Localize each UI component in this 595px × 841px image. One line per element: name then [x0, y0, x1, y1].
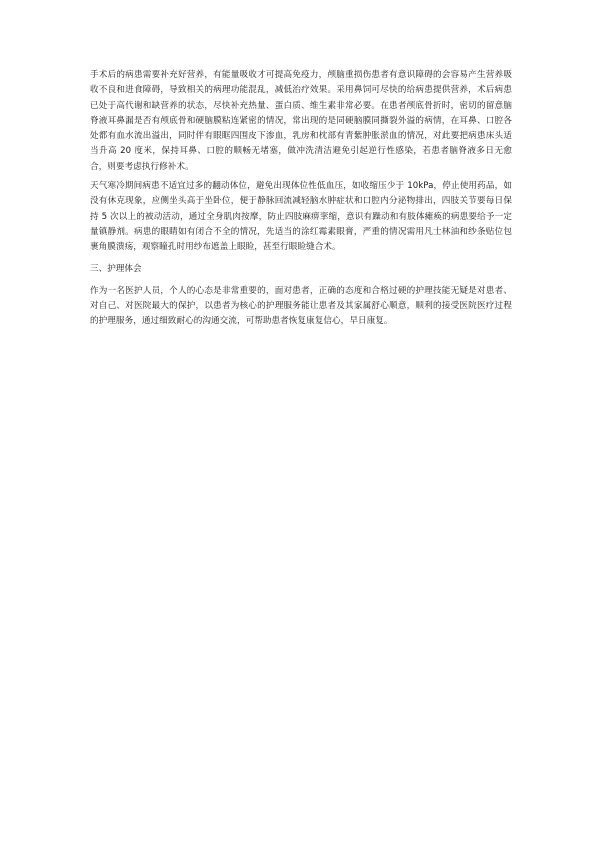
paragraph-positioning-care: 天气寒冷期间病患不适宜过多的翻动体位，避免出现体位性低血压，如收缩压少于 10kPa，停止使用药品，如没有休克现象，应侧坐头高于坐卧位，便于静脉回流减轻脑水肿症状和口腔内分泌物排出，四肢关节要每日保持 5 次以上的被动活动，通过全身肌肉按摩，防止四肢麻痹挛缩，意识有躁动和有肢体瘫痪的病患要给予一定量镇静剂。病患的眼睛如有闭合不全的情况，先适当的涂红霉素眼膏，严重的情况需用凡士林油和纱条贴位包裹角膜溃疡，观察瞳孔时用纱布遮盖上眼睑，甚至行眼睑缝合术。 [90, 181, 512, 253]
section-heading: 三、护理体会 [90, 263, 142, 274]
paragraph-nursing-experience: 作为一名医护人员，个人的心态是非常重要的，面对患者，正确的态度和合格过硬的护理技能无疑是对患者、对自己、对医院最大的保护，以患者为核心的护理服务能让患者及其家属舒心顺意，顺利的接受医院医疗过程的护理服务，通过细致耐心的沟通交流，可帮助患者恢复康复信心，早日康复。 [90, 285, 512, 327]
paragraph-postoperative-nutrition: 手术后的病患需要补充好营养，有能量吸收才可提高免疫力，颅脑重损伤患者有意识障碍的会容易产生营养吸收不良和进食障碍，导致相关的病理功能混乱，减低治疗效果。采用鼻饲可尽快的给病患提供营养，术后病患已处于高代谢和缺营养的状态，尽快补充热量、蛋白质、维生素非常必要。在患者颅底骨折时，密切的留意脑脊液耳鼻漏是否有颅底骨和硬脑膜粘连紧密的情况，常出现的是同硬脑膜同撕裂外溢的病情，在耳鼻、口腔各处都有血水流出溢出，同时伴有眼眶四围皮下渗血，乳房和枕部有青紫肿胀淤血的情况，对此要把病患床头适当升高 20 度米，保持耳鼻、口腔的顺畅无堵塞，做冲洗清洁避免引起逆行性感染，若患者脑脊液多日无愈合，则要考虑执行修补术。 [90, 70, 512, 172]
document-body [90, 68, 512, 337]
